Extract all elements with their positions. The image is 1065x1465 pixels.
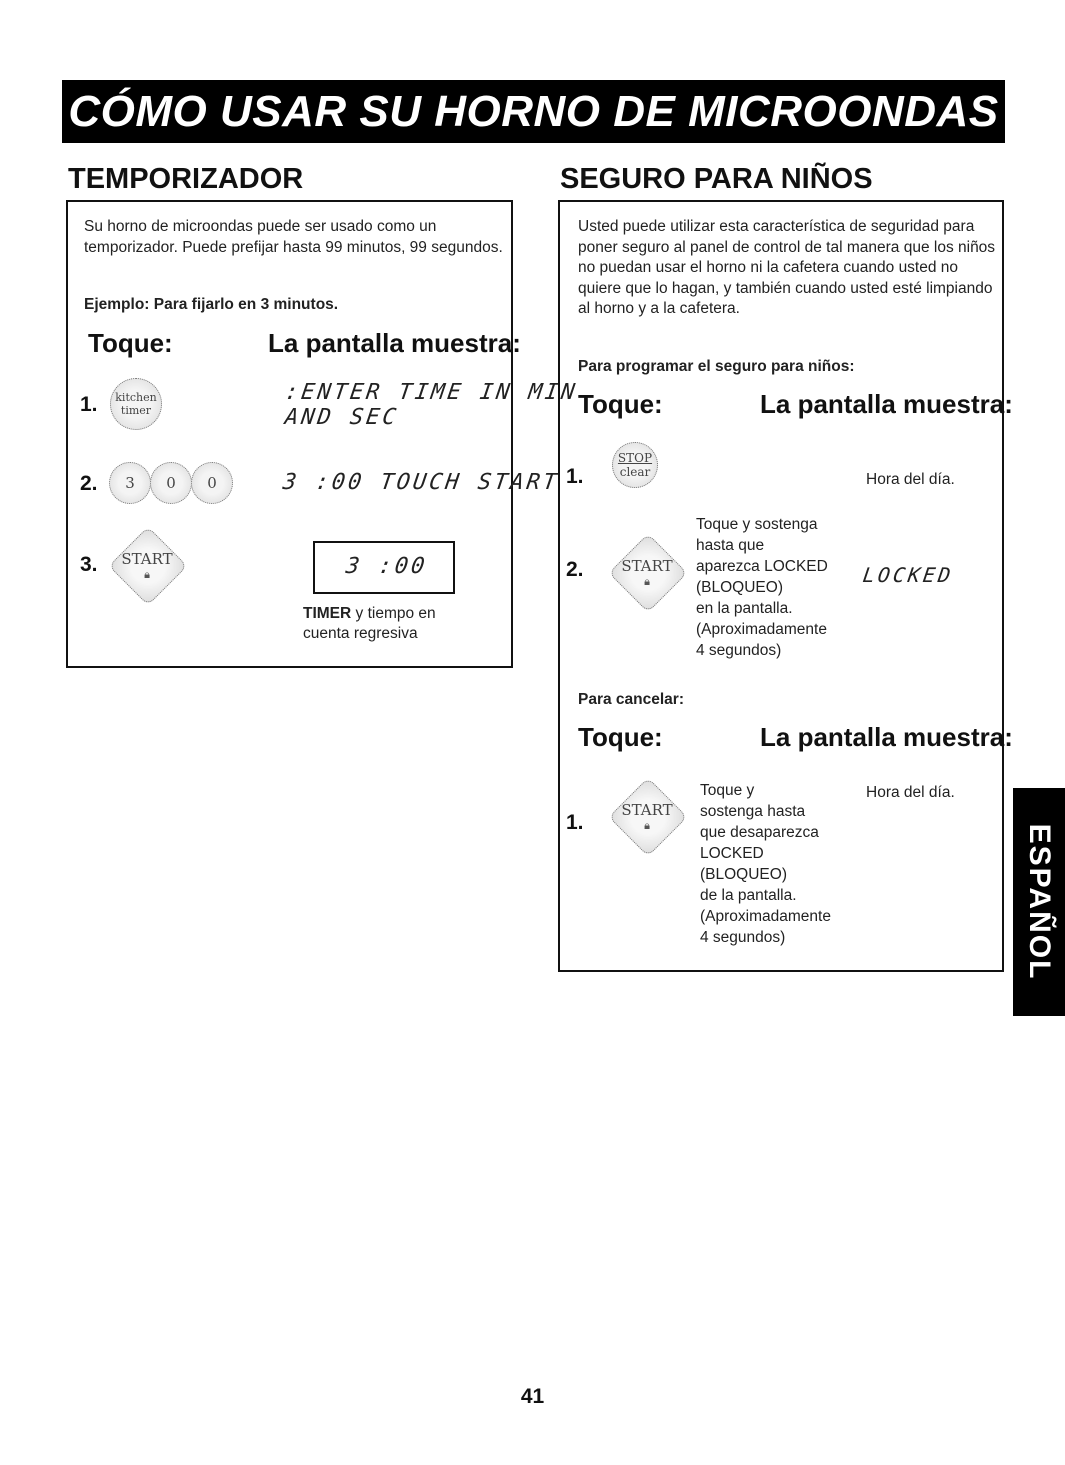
lock-intro: Usted puede utilizar esta característica de seguridad para poner seguro al panel de control de tal manera que los niños no puedan usar el horno ni la cafetera cuando usted no quiere que lo hagan, y también cuando usted esté limpiando al horno y a la cafetera. xyxy=(578,218,996,317)
timer-example: Ejemplo: Para fijarlo en 3 minutos. xyxy=(84,296,339,313)
cancel-instr-line: (Aproximadamente xyxy=(700,908,831,925)
digit-0-key-icon xyxy=(150,462,192,504)
stop-clear-key-icon xyxy=(612,442,658,488)
lock-icon-3: 🔒︎ xyxy=(644,820,650,832)
start-key-icon xyxy=(105,523,189,607)
lock-step-1-number: 1. xyxy=(566,465,584,488)
lock-instr-line: en la pantalla. xyxy=(696,600,793,617)
page-number: 41 xyxy=(520,1385,545,1408)
clear-key-label: clear xyxy=(619,465,651,479)
digit-0-key-icon-2 xyxy=(191,462,233,504)
cancel-col-touch: Toque: xyxy=(578,722,663,752)
cancel-instr-line: que desaparezca xyxy=(700,824,819,841)
cancel-col-display: La pantalla muestra: xyxy=(760,722,1013,752)
locked-display: LOCKED xyxy=(861,563,955,587)
timer-caption-line2: cuenta regresiva xyxy=(303,625,418,642)
lock-instr-line: (Aproximadamente xyxy=(696,621,827,638)
lock-instr-line: 4 segundos) xyxy=(696,642,782,659)
lock-icon: 🔒︎ xyxy=(144,569,150,581)
cancel-step-1-number: 1. xyxy=(566,811,584,834)
timer-intro: Su horno de microondas puede ser usado como un temporizador. Puede prefijar hasta 99 minutos, 99 segundos. xyxy=(84,218,503,256)
lock-cancel-label: Para cancelar: xyxy=(578,691,684,708)
lock-step-2-number: 2. xyxy=(566,558,584,581)
timer-step-2-number: 2. xyxy=(80,472,98,495)
stop-key-label: STOP xyxy=(617,451,653,465)
cancel-instr-line: sostenga hasta xyxy=(700,803,806,820)
start-key-label-cancel: START xyxy=(621,801,673,819)
digit-0-key-label: 0 xyxy=(166,474,176,492)
lock-step-1-display: Hora del día. xyxy=(866,471,955,488)
language-side-tab xyxy=(1013,788,1065,1016)
timer-caption-rest: y tiempo en xyxy=(351,605,436,622)
timer-display-step3: 3 :00 xyxy=(344,554,429,579)
timer-display-step2: 3 :00 TOUCH START xyxy=(281,470,561,495)
kitchen-timer-key-icon xyxy=(110,378,162,430)
lock-icon-2: 🔒︎ xyxy=(644,576,650,588)
timer-display-line1: :ENTER TIME IN MIN xyxy=(283,380,580,405)
timer-step-1-number: 1. xyxy=(80,393,98,416)
cancel-step-instructions xyxy=(700,780,831,948)
lock-instr-line: (BLOQUEO) xyxy=(696,579,783,596)
cancel-step-display: Hora del día. xyxy=(866,784,955,801)
lock-step-2-instructions xyxy=(696,514,828,661)
timer-display-line2: AND SEC xyxy=(283,405,401,430)
lock-col-touch: Toque: xyxy=(578,389,663,419)
language-side-tab-label: ESPAÑOL xyxy=(1023,823,1056,981)
timer-col-display: La pantalla muestra: xyxy=(268,328,521,358)
cancel-instr-line: de la pantalla. xyxy=(700,887,797,904)
cancel-instr-line: LOCKED xyxy=(700,845,764,862)
kitchen-timer-key-line2: timer xyxy=(120,404,152,417)
cancel-instr-line: (BLOQUEO) xyxy=(700,866,787,883)
timer-section-title: TEMPORIZADOR xyxy=(68,163,304,195)
start-key-icon-cancel xyxy=(605,774,689,858)
start-key-icon-lock xyxy=(605,530,689,614)
digit-0-key-label-2: 0 xyxy=(207,474,217,492)
start-key-label-lock: START xyxy=(621,557,673,575)
digit-3-key-label: 3 xyxy=(125,474,135,492)
page-banner-title: CÓMO USAR SU HORNO DE MICROONDAS xyxy=(62,80,1005,143)
kitchen-timer-key-line1: kitchen xyxy=(115,391,157,404)
lock-col-display: La pantalla muestra: xyxy=(760,389,1013,419)
lock-instr-line: hasta que xyxy=(696,537,765,554)
cancel-instr-line: 4 segundos) xyxy=(700,929,786,946)
timer-step-3-number: 3. xyxy=(80,553,98,576)
lock-section-title: SEGURO PARA NIÑOS xyxy=(560,163,873,195)
timer-caption-bold: TIMER xyxy=(303,605,352,622)
start-key-label: START xyxy=(121,550,173,568)
timer-col-touch: Toque: xyxy=(88,328,173,358)
lock-instr-line: aparezca LOCKED xyxy=(696,558,828,575)
lock-program-label: Para programar el seguro para niños: xyxy=(578,358,855,375)
timer-caption-line1 xyxy=(303,603,436,624)
lock-instr-line: Toque y sostenga xyxy=(696,516,818,533)
cancel-instr-line: Toque y xyxy=(700,782,755,799)
digit-3-key-icon xyxy=(109,462,151,504)
